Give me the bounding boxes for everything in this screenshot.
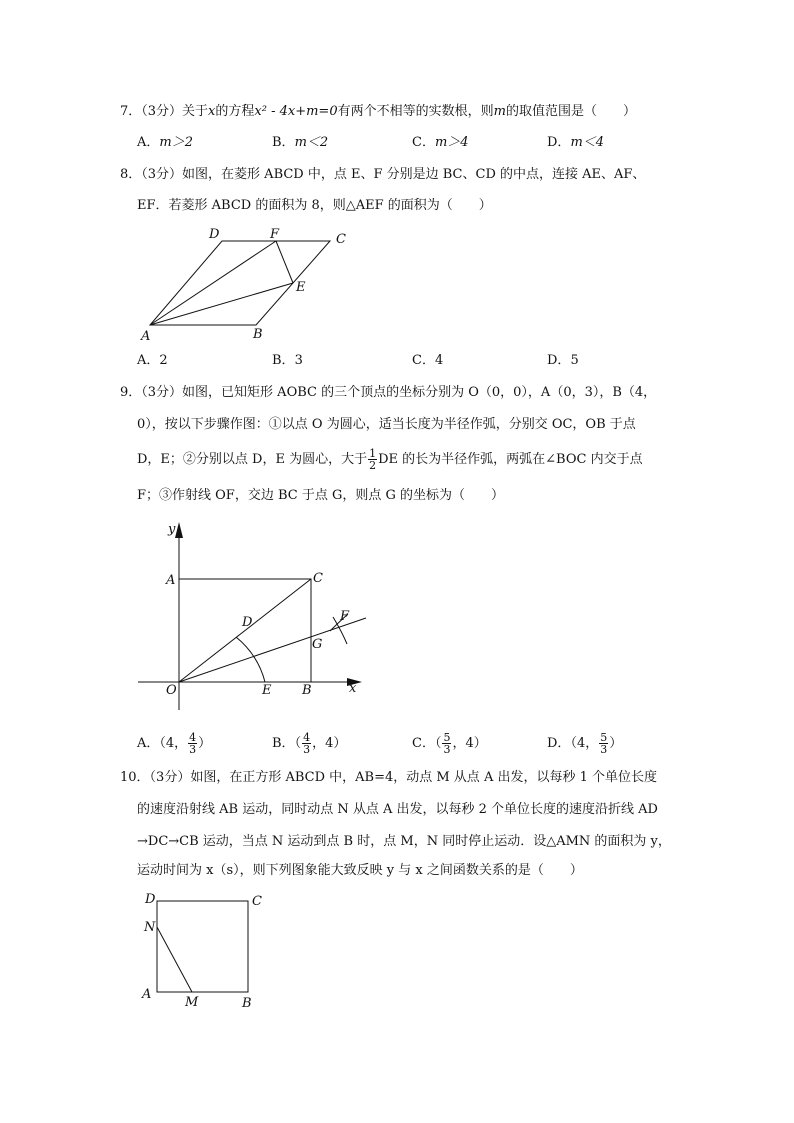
q9-option-a[interactable]: A．（4， $\frac{4}{3}$ ） xyxy=(137,731,212,756)
q9-label-b: B xyxy=(302,683,312,698)
q7-stem: 7．（3分）关于x的方程x² - 4x+m=0有两个不相等的实数根，则m的取值范围是（ ） xyxy=(120,104,636,119)
q10-square xyxy=(157,901,248,992)
q10-label-a: A xyxy=(142,987,152,1002)
q9-label-g: G xyxy=(312,637,323,652)
q9-stem-line3: D，E；②分别以点 D，E 为圆心，大于 $\frac{1}{2}$ DE 的长为半径作弧，两弧在∠BOC 内交于点 xyxy=(137,447,643,472)
q10-label-m: M xyxy=(185,995,199,1010)
q10-label-c: C xyxy=(252,894,262,909)
q9-option-b[interactable]: B．（ $\frac{4}{3}$ ，4） xyxy=(272,731,347,756)
q8-label-b: B xyxy=(253,327,263,342)
q8-label-f: F xyxy=(270,227,280,242)
q7-option-d[interactable]: D．m＜4 xyxy=(547,135,605,150)
q8-option-a[interactable]: A．2 xyxy=(137,353,168,368)
q9-option-d[interactable]: D．（4， $\frac{5}{3}$ ） xyxy=(547,731,623,756)
q10-stem-line4: 运动时间为 x（s），则下列图象能大致反映 y 与 x 之间函数关系的是（ ） xyxy=(137,863,583,878)
q8-label-a: A xyxy=(141,329,151,344)
q8-label-c: C xyxy=(336,232,346,247)
q9-label-c: C xyxy=(313,571,323,586)
q10-stem-line1: 10．（3分）如图，在正方形 ABCD 中，AB=4，动点 M 从点 A 出发，以每秒 1 个单位长度 xyxy=(120,770,657,785)
q7-option-c[interactable]: C．m＞4 xyxy=(412,135,469,150)
q8-option-d[interactable]: D．5 xyxy=(547,353,579,368)
q9-option-c[interactable]: C．（ $\frac{5}{3}$ ，4） xyxy=(412,731,487,756)
q9-label-o: O xyxy=(166,683,177,698)
q10-label-d: D xyxy=(145,892,156,907)
q9-label-y: y xyxy=(168,522,176,537)
q10-stem-line2: 的速度沿射线 AB 运动，同时动点 N 从点 A 出发，以每秒 2 个单位长度的速度沿折线 AD xyxy=(137,802,658,817)
q9-label-e: E xyxy=(262,683,272,698)
q10-label-n: N xyxy=(144,920,156,935)
q7-option-a[interactable]: A．m＞2 xyxy=(137,135,193,150)
q9-stem-line1: 9．（3分）如图，已知矩形 AOBC 的三个顶点的坐标分别为 O（0，0），A（0，3），B（4， xyxy=(120,385,657,400)
q9-label-x: x xyxy=(349,681,357,696)
q8-label-e: E xyxy=(296,280,306,295)
q9-label-a: A xyxy=(166,573,176,588)
q9-label-f: F xyxy=(340,609,350,624)
q10-stem-line3: →DC→CB 运动，当点 N 运动到点 B 时，点 M，N 同时停止运动．设△AMN 的面积为 y， xyxy=(137,834,671,849)
q7-option-b[interactable]: B．m＜2 xyxy=(272,135,329,150)
q9-half-fraction: $\frac{1}{2}$ xyxy=(369,447,377,472)
q8-option-b[interactable]: B．3 xyxy=(272,353,303,368)
q9-stem-line2: 0），按以下步骤作图：①以点 O 为圆心，适当长度为半径作弧，分别交 OC，OB 于点 xyxy=(137,417,636,432)
q8-option-c[interactable]: C．4 xyxy=(412,353,444,368)
q8-stem-line1: 8．（3分）如图，在菱形 ABCD 中，点 E、F 分别是边 BC、CD 的中点，连接 AE、AF、 xyxy=(120,167,646,182)
q8-stem-line2: EF．若菱形 ABCD 的面积为 8，则△AEF 的面积为（ ） xyxy=(137,198,492,213)
q9-label-d: D xyxy=(242,615,253,630)
q8-label-d: D xyxy=(209,227,220,242)
q10-label-b: B xyxy=(242,996,252,1011)
q10-segment-mn xyxy=(157,927,192,992)
q9-stem-line4: F；③作射线 OF，交边 BC 于点 G，则点 G 的坐标为（ ） xyxy=(137,488,505,503)
